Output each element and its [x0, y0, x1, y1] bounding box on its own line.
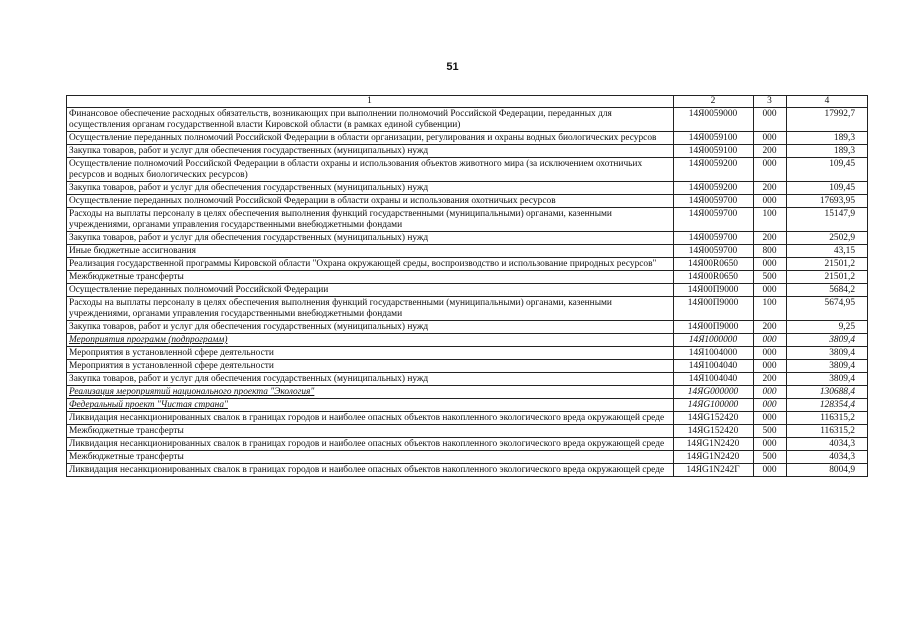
table-row: [67, 258, 868, 271]
header-col-2: 2: [674, 96, 754, 108]
row-name-cell: Реализация государственной программы Кировской области "Охрана окружающей среды, воспроизводство и использование природных ресурсов": [67, 258, 674, 271]
table-row: [67, 208, 868, 232]
row-amount-cell: 116315,2: [787, 412, 868, 425]
table-row: [67, 108, 868, 132]
row-code-cell: 14ЯG1N2420: [674, 438, 754, 451]
table-row: [67, 386, 868, 399]
row-type-cell: 100: [754, 297, 787, 321]
row-amount-cell: 130688,4: [787, 386, 868, 399]
row-name-cell: Иные бюджетные ассигнования: [67, 245, 674, 258]
row-type-cell: 000: [754, 438, 787, 451]
table-row: [67, 334, 868, 347]
row-name-cell: Ликвидация несанкционированных свалок в границах городов и наиболее опасных объектов накопленного экологического вреда окружающей среде: [67, 438, 674, 451]
row-name-cell: Осуществление переданных полномочий Российской Федерации в области организации, регулирования и охраны водных биологических ресурсов: [67, 132, 674, 145]
row-type-cell: 800: [754, 245, 787, 258]
row-name-cell: Закупка товаров, работ и услуг для обеспечения государственных (муниципальных) нужд: [67, 321, 674, 334]
row-type-cell: 500: [754, 451, 787, 464]
row-amount-cell: 116315,2: [787, 425, 868, 438]
row-amount-cell: 17693,95: [787, 195, 868, 208]
row-type-cell: 000: [754, 399, 787, 412]
table-body: [67, 108, 868, 477]
table-row: [67, 425, 868, 438]
row-code-cell: 14Я00П9000: [674, 297, 754, 321]
table-row: [67, 297, 868, 321]
row-name-cell: Ликвидация несанкционированных свалок в границах городов и наиболее опасных объектов накопленного экологического вреда окружающей среде: [67, 464, 674, 477]
row-code-cell: 14Я0059700: [674, 208, 754, 232]
row-code-cell: 14ЯG000000: [674, 386, 754, 399]
row-name-cell: Мероприятия программ (подпрограмм): [67, 334, 674, 347]
row-type-cell: 500: [754, 271, 787, 284]
row-amount-cell: 15147,9: [787, 208, 868, 232]
row-code-cell: 14Я0059100: [674, 132, 754, 145]
row-amount-cell: 3809,4: [787, 373, 868, 386]
row-name-cell: Межбюджетные трансферты: [67, 425, 674, 438]
row-type-cell: 000: [754, 334, 787, 347]
row-name-cell: Расходы на выплаты персоналу в целях обеспечения выполнения функций государственными (муниципальными) органами, казенными учреждениями, органами управления государственными внебюджетными фондами: [67, 297, 674, 321]
table-row: [67, 360, 868, 373]
row-code-cell: 14ЯG1N2420: [674, 451, 754, 464]
row-amount-cell: 128354,4: [787, 399, 868, 412]
row-name-cell: Закупка товаров, работ и услуг для обеспечения государственных (муниципальных) нужд: [67, 182, 674, 195]
row-type-cell: 000: [754, 284, 787, 297]
table-row: [67, 271, 868, 284]
row-type-cell: 100: [754, 208, 787, 232]
row-amount-cell: 5674,95: [787, 297, 868, 321]
row-name-cell: Реализация мероприятий национального проекта "Экология": [67, 386, 674, 399]
row-code-cell: 14Я0059700: [674, 245, 754, 258]
row-type-cell: 000: [754, 258, 787, 271]
row-name-cell: Расходы на выплаты персоналу в целях обеспечения выполнения функций государственными (муниципальными) органами, казенными учреждениями, органами управления государственными внебюджетными фондами: [67, 208, 674, 232]
row-code-cell: 14ЯG152420: [674, 412, 754, 425]
row-name-cell: Ликвидация несанкционированных свалок в границах городов и наиболее опасных объектов накопленного экологического вреда окружающей среде: [67, 412, 674, 425]
table-row: [67, 132, 868, 145]
table-row: [67, 438, 868, 451]
row-name-cell: Мероприятия в установленной сфере деятельности: [67, 347, 674, 360]
row-type-cell: 000: [754, 360, 787, 373]
row-code-cell: 14ЯG100000: [674, 399, 754, 412]
row-code-cell: 14Я0059700: [674, 195, 754, 208]
row-type-cell: 000: [754, 412, 787, 425]
row-amount-cell: 109,45: [787, 158, 868, 182]
table-row: [67, 158, 868, 182]
row-amount-cell: 109,45: [787, 182, 868, 195]
row-name-cell: Межбюджетные трансферты: [67, 271, 674, 284]
row-amount-cell: 5684,2: [787, 284, 868, 297]
table-row: [67, 284, 868, 297]
row-name-cell: Закупка товаров, работ и услуг для обеспечения государственных (муниципальных) нужд: [67, 232, 674, 245]
header-col-4: 4: [787, 96, 868, 108]
row-name-cell: Закупка товаров, работ и услуг для обеспечения государственных (муниципальных) нужд: [67, 373, 674, 386]
row-type-cell: 000: [754, 464, 787, 477]
row-name-cell: Осуществление переданных полномочий Российской Федерации в области охраны и использования охотничьих ресурсов: [67, 195, 674, 208]
row-amount-cell: 8004,9: [787, 464, 868, 477]
row-code-cell: 14Я0059100: [674, 145, 754, 158]
row-type-cell: 000: [754, 347, 787, 360]
table-row: [67, 399, 868, 412]
row-code-cell: 14Я00R0650: [674, 271, 754, 284]
row-amount-cell: 2502,9: [787, 232, 868, 245]
row-code-cell: 14Я0059700: [674, 232, 754, 245]
row-amount-cell: 9,25: [787, 321, 868, 334]
row-code-cell: 14Я00R0650: [674, 258, 754, 271]
row-name-cell: Осуществление переданных полномочий Российской Федерации: [67, 284, 674, 297]
row-code-cell: 14Я1004040: [674, 373, 754, 386]
row-amount-cell: 189,3: [787, 132, 868, 145]
row-type-cell: 500: [754, 425, 787, 438]
page-number: 51: [446, 61, 459, 73]
row-name-cell: Межбюджетные трансферты: [67, 451, 674, 464]
table-row: [67, 145, 868, 158]
row-code-cell: 14Я00П9000: [674, 321, 754, 334]
row-type-cell: 200: [754, 145, 787, 158]
row-amount-cell: 17992,7: [787, 108, 868, 132]
row-code-cell: 14ЯG1N242Г: [674, 464, 754, 477]
table-row: [67, 373, 868, 386]
row-amount-cell: 43,15: [787, 245, 868, 258]
row-type-cell: 200: [754, 232, 787, 245]
header-col-3: 3: [754, 96, 787, 108]
row-type-cell: 000: [754, 132, 787, 145]
row-code-cell: 14Я1000000: [674, 334, 754, 347]
row-code-cell: 14Я0059200: [674, 158, 754, 182]
row-name-cell: Федеральный проект "Чистая страна": [67, 399, 674, 412]
table-row: [67, 412, 868, 425]
row-amount-cell: 189,3: [787, 145, 868, 158]
row-amount-cell: 4034,3: [787, 438, 868, 451]
row-type-cell: 200: [754, 373, 787, 386]
row-name-cell: Закупка товаров, работ и услуг для обеспечения государственных (муниципальных) нужд: [67, 145, 674, 158]
row-type-cell: 000: [754, 108, 787, 132]
row-type-cell: 000: [754, 386, 787, 399]
table-row: [67, 232, 868, 245]
row-code-cell: 14Я00П9000: [674, 284, 754, 297]
table-row: [67, 245, 868, 258]
table-row: [67, 182, 868, 195]
table-row: [67, 451, 868, 464]
row-amount-cell: 3809,4: [787, 347, 868, 360]
row-amount-cell: 21501,2: [787, 271, 868, 284]
budget-table: [66, 95, 868, 477]
row-name-cell: Осуществление полномочий Российской Федерации в области охраны и использования объектов животного мира (за исключением охотничьих ресурсов и водных биологических ресурсов): [67, 158, 674, 182]
row-type-cell: 200: [754, 182, 787, 195]
table-row: [67, 195, 868, 208]
row-name-cell: Мероприятия в установленной сфере деятельности: [67, 360, 674, 373]
row-code-cell: 14Я0059200: [674, 182, 754, 195]
table-header-row: [67, 96, 868, 108]
row-amount-cell: 3809,4: [787, 334, 868, 347]
row-code-cell: 14ЯG152420: [674, 425, 754, 438]
table-row: [67, 347, 868, 360]
row-name-cell: Финансовое обеспечение расходных обязательств, возникающих при выполнении полномочий Российской Федерации, переданных для осуществления органам государственной власти Кировской области (в рамках единой субвенции): [67, 108, 674, 132]
row-type-cell: 000: [754, 195, 787, 208]
row-amount-cell: 4034,3: [787, 451, 868, 464]
row-type-cell: 000: [754, 158, 787, 182]
row-type-cell: 200: [754, 321, 787, 334]
row-code-cell: 14Я1004000: [674, 347, 754, 360]
row-code-cell: 14Я0059000: [674, 108, 754, 132]
row-code-cell: 14Я1004040: [674, 360, 754, 373]
table-row: [67, 321, 868, 334]
row-amount-cell: 21501,2: [787, 258, 868, 271]
table-row: [67, 464, 868, 477]
header-col-1: 1: [67, 96, 674, 108]
row-amount-cell: 3809,4: [787, 360, 868, 373]
